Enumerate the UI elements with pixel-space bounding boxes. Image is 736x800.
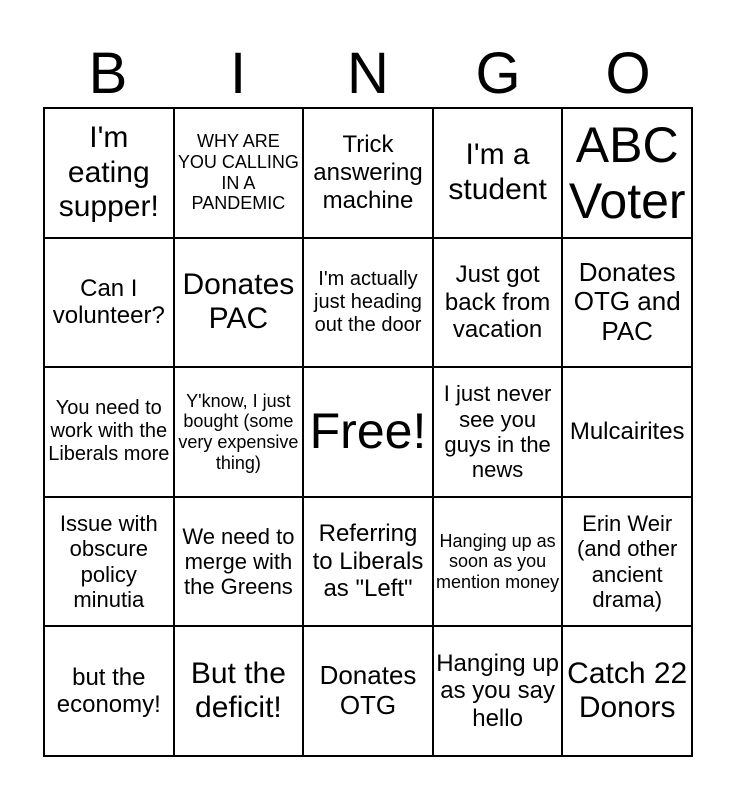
bingo-cell-r2c2[interactable] <box>174 238 304 368</box>
cell-text: Referring to Liberals as "Left" <box>312 520 424 603</box>
cell-text: Mulcairites <box>569 418 685 446</box>
bingo-cell-r4c1[interactable] <box>44 497 174 627</box>
bingo-cell-r1c1[interactable] <box>44 108 174 238</box>
bingo-cell-r3c1[interactable] <box>44 367 174 497</box>
cell-text: Y'know, I just bought (some very expensive thing) <box>178 390 299 473</box>
bingo-cell-r3c5[interactable] <box>562 367 692 497</box>
cell-text: We need to merge with the Greens <box>182 523 295 600</box>
header-letter-i: I <box>229 41 247 106</box>
cell-text: Just got back from vacation <box>444 261 551 344</box>
cell-text: I'm a student <box>448 138 547 206</box>
bingo-cell-free[interactable] <box>303 367 433 497</box>
bingo-cell-r5c3[interactable] <box>303 626 433 756</box>
cell-text: WHY ARE YOU CALLING IN A PANDEMIC <box>177 131 299 214</box>
cell-text: Can I volunteer? <box>52 274 165 330</box>
bingo-cell-r3c4[interactable] <box>433 367 563 497</box>
header-letter-g: G <box>475 41 521 106</box>
bingo-cell-r2c3[interactable] <box>303 238 433 368</box>
cell-text: Hanging up as soon as you mention money <box>436 530 560 592</box>
cell-text: Catch 22 Donors <box>567 656 688 725</box>
cell-text: Free! <box>309 403 427 460</box>
cell-text: Donates OTG <box>319 660 417 721</box>
bingo-cell-r2c4[interactable] <box>433 238 563 368</box>
bingo-cell-r4c2[interactable] <box>174 497 304 627</box>
cell-text: I just never see you guys in the news <box>443 381 552 483</box>
cell-text: ABC Voter <box>568 116 686 229</box>
bingo-board <box>43 107 693 757</box>
cell-text: You need to work with the Liberals more <box>48 397 170 466</box>
bingo-cell-r1c5[interactable] <box>562 108 692 238</box>
bingo-cell-r4c5[interactable] <box>562 497 692 627</box>
bingo-cell-r5c2[interactable] <box>174 626 304 756</box>
cell-text: Donates PAC <box>182 267 295 336</box>
cell-text: Erin Weir (and other ancient drama) <box>577 511 678 612</box>
header-letter-n: N <box>347 41 389 106</box>
header-letter-o: O <box>605 41 651 106</box>
bingo-cell-r1c4[interactable] <box>433 108 563 238</box>
bingo-cell-r4c3[interactable] <box>303 497 433 627</box>
header-letter-b: B <box>88 41 128 106</box>
cell-text: Trick answering machine <box>313 131 423 214</box>
cell-text: but the economy! <box>56 663 161 719</box>
bingo-cell-r1c2[interactable] <box>174 108 304 238</box>
bingo-cell-r4c4[interactable] <box>433 497 563 627</box>
cell-text: Hanging up as you say hello <box>436 649 559 732</box>
bingo-cell-r1c3[interactable] <box>303 108 433 238</box>
bingo-header <box>43 40 693 108</box>
bingo-cell-r5c1[interactable] <box>44 626 174 756</box>
cell-text: But the deficit! <box>190 656 286 725</box>
cell-text: Donates OTG and PAC <box>573 256 681 347</box>
bingo-cell-r2c1[interactable] <box>44 238 174 368</box>
bingo-cell-r5c5[interactable] <box>562 626 692 756</box>
cell-text: I'm actually just heading out the door <box>314 267 422 336</box>
bingo-cell-r2c5[interactable] <box>562 238 692 368</box>
bingo-cell-r5c4[interactable] <box>433 626 563 756</box>
cell-text: Issue with obscure policy minutia <box>59 511 158 612</box>
cell-text: I'm eating supper! <box>58 121 159 224</box>
bingo-cell-r3c2[interactable] <box>174 367 304 497</box>
